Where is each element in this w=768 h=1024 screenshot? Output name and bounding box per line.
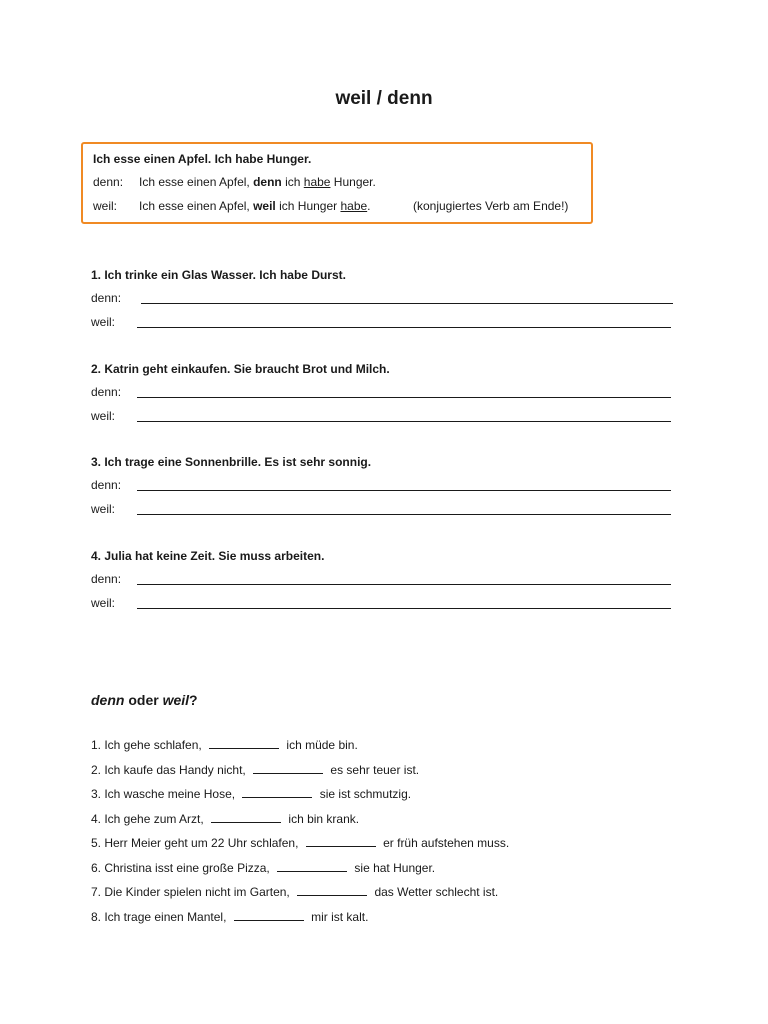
example-box [81,142,593,224]
weil-text-pre: Ich esse einen Apfel, [139,199,254,213]
item-text-after: ich bin krank. [285,811,360,826]
list-item [91,763,509,788]
list-item [91,910,509,935]
exercise-weil-row [91,315,691,331]
list-item [91,787,509,812]
section-heading [91,692,198,708]
blank-field[interactable] [209,738,279,749]
item-text-after: sie hat Hunger. [351,860,436,875]
exercise-prompt: 3. Ich trage eine Sonnenbrille. Es ist sehr sonnig. [91,455,372,469]
weil-label: weil: [91,596,116,610]
weil-label: weil: [93,199,118,213]
list-item [91,885,509,910]
exercise-denn-row [91,478,691,494]
blank-field[interactable] [211,812,281,823]
heading-middle: oder [124,692,163,708]
exercise-weil-row [91,502,691,518]
heading-word-weil: weil [162,692,190,708]
answer-line[interactable] [137,514,671,515]
denn-label: denn: [91,385,122,399]
item-text-before: 5. Herr Meier geht um 22 Uhr schlafen, [91,836,302,850]
answer-line[interactable] [137,608,671,609]
item-text-after: ich müde bin. [283,738,358,752]
blank-field[interactable] [277,861,347,872]
example-sentence: Ich esse einen Apfel. Ich habe Hunger. [93,152,312,166]
list-item [91,861,509,886]
item-text-after: das Wetter schlecht ist. [371,885,499,899]
exercise-denn-row [91,572,691,588]
weil-label: weil: [91,502,116,516]
weil-label: weil: [91,409,116,423]
example-weil-line [93,199,371,213]
denn-label: denn: [91,478,122,492]
exercise-prompt: 4. Julia hat keine Zeit. Sie muss arbeiten. [91,549,325,563]
item-text-before: 3. Ich wasche meine Hose, [91,787,239,801]
fill-in-list [91,738,509,934]
heading-end: ? [189,692,198,708]
blank-field[interactable] [242,787,312,798]
item-text-before: 2. Ich kaufe das Handy nicht, [91,762,250,777]
weil-verb: habe [340,199,368,213]
denn-text-pre: Ich esse einen Apfel, [139,175,254,189]
exercise-weil-row [91,409,691,425]
heading-word-denn: denn [91,692,125,708]
denn-text-post: Hunger. [330,175,376,189]
item-text-after: mir ist kalt. [307,909,369,924]
item-text-before: 8. Ich trage einen Mantel, [91,909,230,924]
exercise-prompt: 1. Ich trinke ein Glas Wasser. Ich habe Durst. [91,268,346,282]
weil-conjunction: weil [253,199,276,213]
item-text-before: 6. Christina isst eine große Pizza, [91,860,274,875]
blank-field[interactable] [306,836,376,847]
list-item [91,738,509,763]
answer-line[interactable] [137,490,671,491]
denn-label: denn: [93,175,124,189]
item-text-before: 1. Ich gehe schlafen, [91,738,206,752]
denn-verb: habe [303,175,331,189]
blank-field[interactable] [297,885,367,896]
item-text-before: 4. Ich gehe zum Arzt, [91,811,208,826]
blank-field[interactable] [253,763,323,774]
exercise-weil-row [91,596,691,612]
answer-line[interactable] [137,397,671,398]
exercise-denn-row [91,291,691,307]
denn-label: denn: [91,572,122,586]
item-text-before: 7. Die Kinder spielen nicht im Garten, [91,885,294,899]
weil-label: weil: [91,315,116,329]
weil-text-mid: ich Hunger [275,199,341,213]
answer-line[interactable] [141,303,673,304]
exercise-denn-row [91,385,691,401]
item-text-after: es sehr teuer ist. [327,762,420,777]
grammar-note: (konjugiertes Verb am Ende!) [413,199,569,213]
item-text-after: er früh aufstehen muss. [379,836,510,850]
example-denn-line [93,175,376,189]
denn-conjunction: denn [253,175,282,189]
list-item [91,812,509,837]
page-title: weil / denn [335,88,433,109]
answer-line[interactable] [137,327,671,328]
item-text-after: sie ist schmutzig. [316,787,412,801]
list-item [91,836,509,861]
exercise-prompt: 2. Katrin geht einkaufen. Sie braucht Brot und Milch. [91,362,390,376]
denn-text-mid: ich [281,175,304,189]
answer-line[interactable] [137,421,671,422]
answer-line[interactable] [137,584,671,585]
denn-label: denn: [91,291,122,305]
blank-field[interactable] [234,910,304,921]
weil-text-post: . [367,199,371,213]
